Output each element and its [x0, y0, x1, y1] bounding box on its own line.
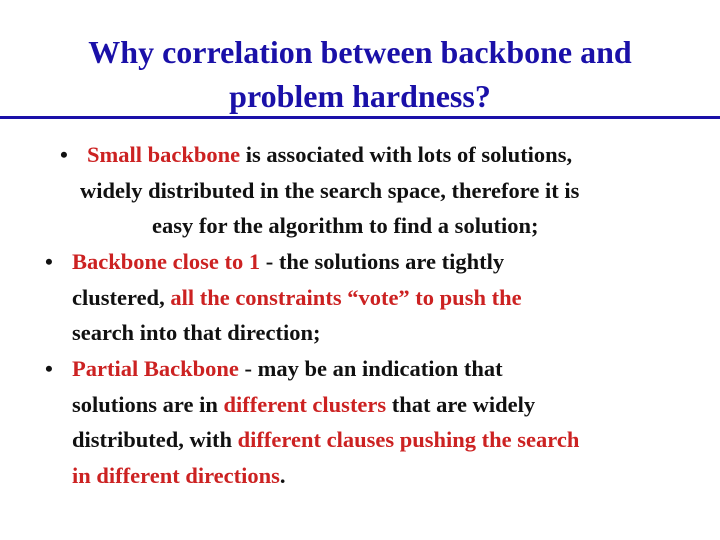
emphasis-text: Backbone close to 1	[72, 249, 261, 274]
bullet-3-line-4	[72, 461, 286, 491]
bullet-2-line-2	[72, 283, 522, 313]
bullet-3-line-2	[72, 390, 535, 420]
bullet-3-line-3	[72, 425, 579, 455]
emphasis-text: pushing the search	[399, 427, 580, 453]
bullet-1-line-3	[152, 211, 538, 241]
emphasis-text: all the constraints “vote” to push the	[170, 284, 522, 310]
body-text: solutions are in	[72, 391, 224, 417]
body-text: -	[238, 356, 258, 381]
body-text: is associated with lots of solutions,	[240, 142, 573, 167]
body-text: widely distributed in the search space, therefore it is	[80, 177, 580, 203]
bullet-1-line-2	[80, 176, 579, 206]
body-text: that are widely	[386, 391, 536, 417]
emphasis-text: Small backbone	[87, 142, 241, 167]
body-text: easy for the algorithm to find a solution;	[152, 213, 539, 239]
body-text: distributed, with	[72, 427, 238, 453]
title-line-2: problem hardness?	[229, 78, 491, 114]
body-text: - the solutions are tightly	[260, 249, 505, 274]
body-text: clustered,	[72, 284, 171, 310]
bullet-1-line-1	[87, 140, 572, 170]
emphasis-text: different clusters	[223, 391, 387, 417]
emphasis-text: Partial Backbone	[72, 356, 239, 381]
body-text: search into that direction;	[72, 320, 321, 346]
bullet-marker: •	[45, 356, 53, 381]
bullet-2-line-3	[72, 318, 321, 348]
body-text: may be an indication that	[257, 356, 503, 381]
body-text: .	[279, 463, 286, 489]
bullet-marker: •	[45, 249, 53, 274]
bullet-3-line-1	[72, 354, 503, 384]
bullet-marker: •	[60, 142, 68, 167]
emphasis-text: in different directions	[72, 463, 280, 489]
emphasis-text: different clauses	[237, 427, 395, 453]
title-line-1: Why correlation between backbone and	[88, 34, 632, 70]
bullet-2-line-1	[72, 247, 504, 277]
